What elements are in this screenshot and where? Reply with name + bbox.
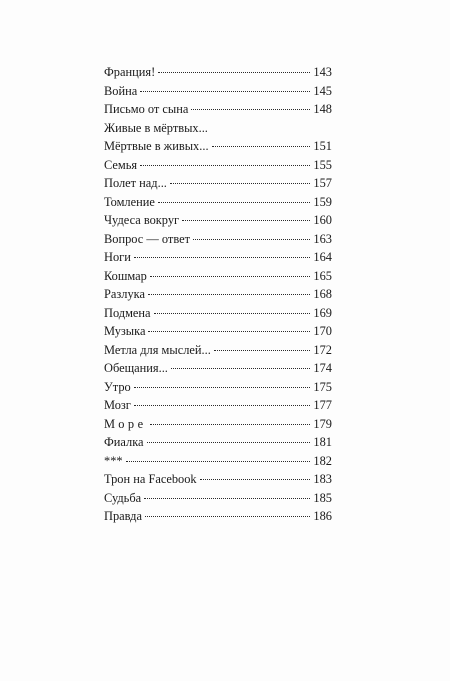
toc-entry-page: 155 [313, 157, 332, 172]
toc-entry-title: Война [104, 83, 138, 98]
dot-leader [145, 516, 310, 517]
toc-entry [104, 156, 332, 175]
dot-leader [154, 313, 311, 314]
toc-entry [104, 452, 332, 471]
toc-entry-title: Вопрос — ответ [104, 231, 191, 246]
toc-entry-title: Трон на Facebook [104, 472, 197, 486]
dot-leader [182, 220, 310, 221]
toc-entry-title-line1: Живые в мёртвых... [104, 120, 208, 135]
toc-entry-title: Музыка [104, 324, 146, 338]
toc-entry-page: 174 [313, 361, 332, 375]
dot-leader [126, 461, 311, 462]
toc-entry-title: Мёртвые в живых... [104, 139, 209, 153]
toc-entry-page: 143 [313, 65, 332, 79]
toc-entry-page: 148 [313, 102, 332, 116]
toc-entry-page: 183 [313, 472, 332, 486]
toc-entry-title: Кошмар [104, 268, 147, 283]
toc-entry [104, 489, 332, 508]
toc-entry-title: Семья [104, 157, 138, 172]
toc-entry-title: Томление [104, 194, 155, 209]
dot-leader [140, 91, 310, 92]
toc-entry [104, 396, 332, 415]
toc-entry-title: Письмо от сына [104, 102, 189, 116]
toc-entry-title: Ноги [104, 250, 131, 264]
toc-entry-page: 177 [313, 398, 332, 412]
toc-entry-page: 172 [313, 342, 332, 357]
toc-entry-page: 168 [313, 287, 332, 301]
toc-entry [104, 119, 332, 156]
dot-leader [134, 405, 311, 406]
toc-entry-title: Правда [104, 509, 142, 523]
toc-entry-title: Обещания... [104, 361, 168, 375]
toc-entry-title: Мозг [104, 398, 131, 412]
toc-entry [104, 285, 332, 304]
toc-entry [104, 248, 332, 267]
dot-leader [171, 368, 311, 369]
toc-entry-page: 164 [313, 250, 332, 264]
toc-entry [104, 267, 332, 286]
toc-entry-page: 165 [313, 268, 332, 283]
toc-entry-title: Полет над... [104, 176, 167, 190]
toc-entry-page: 159 [313, 194, 332, 209]
dot-leader [170, 183, 311, 184]
toc-entry-page: 185 [313, 490, 332, 505]
toc-entry [104, 378, 332, 397]
toc-entry-page: 169 [313, 305, 332, 320]
toc-entry-page: 157 [313, 176, 332, 190]
toc-entry [104, 322, 332, 341]
toc-entry-title: Франция! [104, 65, 156, 79]
toc-entry-page: 163 [313, 231, 332, 246]
dot-leader [200, 479, 311, 480]
toc-entry [104, 415, 332, 434]
toc-entry-page: 160 [313, 213, 332, 227]
dot-leader [134, 257, 311, 258]
toc-entry [104, 193, 332, 212]
toc-entry-title: Судьба [104, 490, 142, 505]
toc-entry-page: 145 [313, 83, 332, 98]
toc-entry-page: 182 [313, 453, 332, 468]
toc-entry-title: Море [104, 416, 147, 431]
dot-leader [191, 109, 310, 110]
dot-leader [158, 72, 310, 73]
toc-entry [104, 174, 332, 193]
toc-entry [104, 230, 332, 249]
toc-entry-title: Подмена [104, 305, 151, 320]
dot-leader [214, 350, 311, 351]
toc-entry-page: 175 [313, 379, 332, 394]
toc-entry [104, 100, 332, 119]
toc-entry-page: 181 [313, 435, 332, 449]
toc-entry-title: *** [104, 453, 123, 468]
dot-leader [150, 276, 311, 277]
toc-entry-page: 151 [313, 139, 332, 153]
dot-leader [134, 387, 311, 388]
dot-leader [140, 165, 310, 166]
dot-leader [212, 146, 311, 147]
toc-entry [104, 211, 332, 230]
toc-entry-title: Фиалка [104, 435, 144, 449]
dot-leader [148, 331, 310, 332]
toc-entry-page: 179 [313, 416, 332, 431]
dot-leader [158, 202, 311, 203]
toc-entry-title: Метла для мыслей... [104, 342, 211, 357]
toc-entry [104, 341, 332, 360]
dot-leader [144, 498, 310, 499]
dot-leader [148, 294, 310, 295]
toc-entry-title: Разлука [104, 287, 145, 301]
toc-entry-page: 186 [313, 509, 332, 523]
toc-entry [104, 359, 332, 378]
toc-entry [104, 304, 332, 323]
table-of-contents [104, 63, 332, 526]
dot-leader [193, 239, 310, 240]
toc-entry [104, 470, 332, 489]
toc-entry-page: 170 [313, 324, 332, 338]
dot-leader [147, 442, 311, 443]
toc-entry [104, 433, 332, 452]
toc-entry-title: Утро [104, 379, 131, 394]
toc-entry [104, 82, 332, 101]
toc-entry [104, 63, 332, 82]
dot-leader [150, 424, 311, 425]
toc-entry-title: Чудеса вокруг [104, 213, 180, 227]
toc-entry [104, 507, 332, 526]
